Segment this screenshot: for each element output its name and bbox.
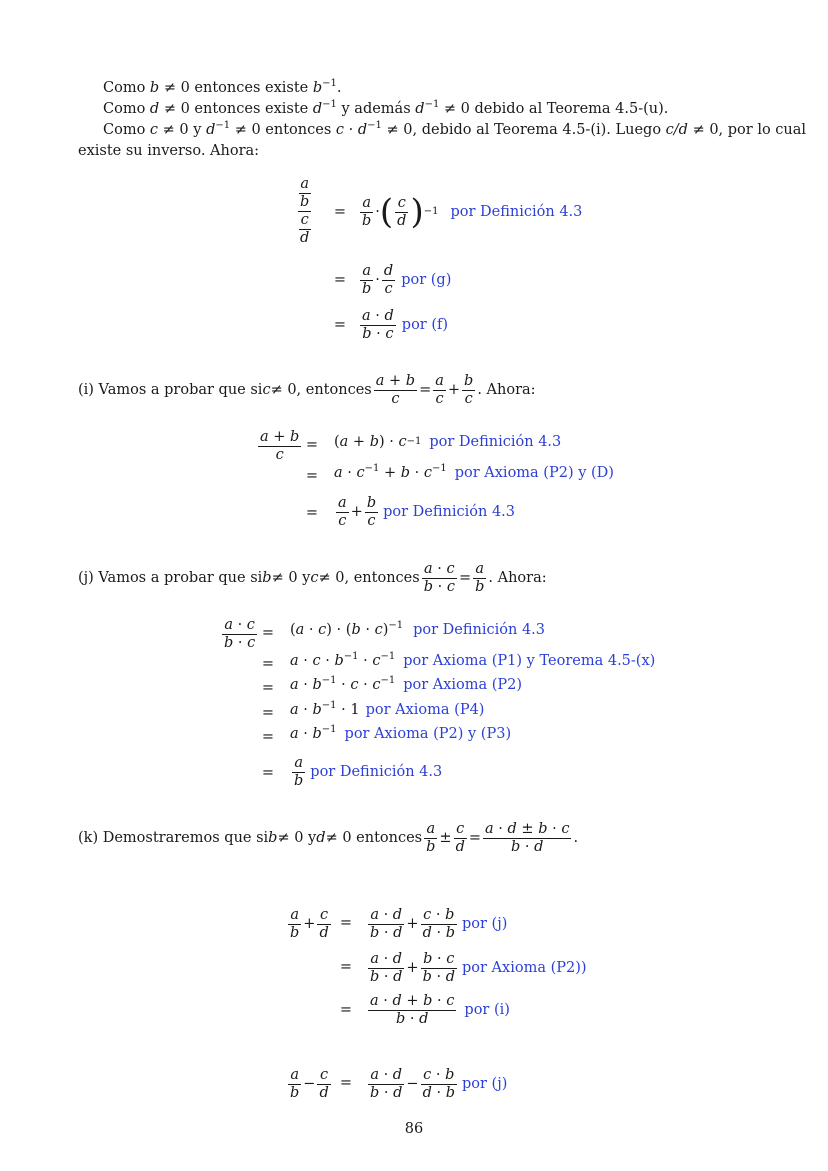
block-h-row-3: $\frac{a \cdot d}{b \cdot c}$ por (f) xyxy=(362,307,449,342)
reason: por Axioma (P4) xyxy=(365,702,485,718)
item-j-row-4: $a \cdot b^{-1} \cdot 1$ por Axioma (P4) xyxy=(290,700,485,718)
reason: por (j) xyxy=(462,916,508,932)
reason: por (j) xyxy=(462,1076,508,1092)
reason: por Axioma (P2)) xyxy=(462,960,587,976)
reason: por (g) xyxy=(401,272,452,288)
item-i-row-3: $\frac{a}{c}$ + $\frac{b}{c}$ por Definición 4.3 xyxy=(338,494,516,529)
equals-sign: = xyxy=(261,729,275,745)
item-k-lhs-diff: $\frac{a}{b}$ − $\frac{c}{d}$ xyxy=(290,1066,329,1101)
intro-line-4: existe su inverso. Ahora: xyxy=(78,143,260,159)
item-j-row-3: $a \cdot b^{-1} \cdot c \cdot c^{-1}$ por Axioma (P2) xyxy=(290,675,523,693)
reason: por Axioma (P2) y (D) xyxy=(454,465,614,481)
reason: por Axioma (P2) y (P3) xyxy=(344,726,512,742)
equals-sign: = xyxy=(333,204,347,220)
reason: por (f) xyxy=(401,317,449,333)
item-i-statement: (i) Vamos a probar que si c ≠ 0, entonces $\frac{a + b}{c}$ = $\frac{a}{c}$ + $\frac{b}{c}$ . Ahora: xyxy=(78,372,536,407)
equals-sign: = xyxy=(339,1075,353,1091)
equals-sign: = xyxy=(305,437,319,453)
intro-line-3: Como c ≠ 0 y $d^{-1} \ne 0$ entonces $c \cdot d^{-1} \ne 0$, debido al Teorema 4.5-(i). Luego c/d ≠ 0, por lo cual xyxy=(103,120,807,138)
item-j-row-5: $a \cdot b^{-1}$ por Axioma (P2) y (P3) xyxy=(290,724,512,742)
item-j-row-6: $\frac{a}{b}$ por Definición 4.3 xyxy=(294,754,443,789)
item-k-row-4: $\frac{a \cdot d}{b \cdot d}$ − $\frac{c \cdot b}{d \cdot b}$ por (j) xyxy=(370,1066,508,1101)
item-j-row-2: $a \cdot c \cdot b^{-1} \cdot c^{-1}$ por Axioma (P1) y Teorema 4.5-(x) xyxy=(290,651,656,669)
reason: por Definición 4.3 xyxy=(310,764,443,780)
reason: por Axioma (P2) xyxy=(403,677,523,693)
item-i-row-2: $a \cdot c^{-1} + b \cdot c^{-1}$ por Axioma (P2) y (D) xyxy=(334,463,614,481)
reason: por Definición 4.3 xyxy=(450,204,583,220)
intro-line-1: Como b ≠ 0 entonces existe $b^{-1}$. xyxy=(103,78,342,96)
equals-sign: = xyxy=(333,317,347,333)
equals-sign: = xyxy=(339,959,353,975)
item-i-lhs: $\frac{a + b}{c}$ xyxy=(260,428,300,463)
reason: por Definición 4.3 xyxy=(413,622,546,638)
compound-fraction: a b c d xyxy=(300,176,310,246)
equals-sign: = xyxy=(339,1002,353,1018)
equals-sign: = xyxy=(305,468,319,484)
reason: por (i) xyxy=(464,1002,510,1018)
block-h-row-2: $\frac{a}{b}$ · $\frac{d}{c}$ por (g) xyxy=(362,262,452,297)
block-h-row-1: $\frac{a}{b}$ · ( $\frac{c}{d}$ ) −1 por Definición 4.3 xyxy=(362,192,583,232)
equals-sign: = xyxy=(261,625,275,641)
item-k-row-2: $\frac{a \cdot d}{b \cdot d}$ + $\frac{b \cdot c}{b \cdot d}$ por Axioma (P2)) xyxy=(370,950,587,985)
equals-sign: = xyxy=(261,765,275,781)
equals-sign: = xyxy=(339,915,353,931)
page-number: 86 xyxy=(404,1121,424,1137)
item-j-row-1: $(a \cdot c) \cdot (b \cdot c)^{-1}$ por Definición 4.3 xyxy=(290,620,546,638)
item-k-statement: (k) Demostraremos que si b ≠ 0 y d ≠ 0 entonces $\frac{a}{b}$ ± $\frac{c}{d}$ = $\frac{a \cdot d \pm b \cdot c}{b \cdot d}$ . xyxy=(78,820,579,855)
equals-sign: = xyxy=(261,705,275,721)
item-k-row-1: $\frac{a \cdot d}{b \cdot d}$ + $\frac{c \cdot b}{d \cdot b}$ por (j) xyxy=(370,906,508,941)
item-k-row-3: $\frac{a \cdot d + b \cdot c}{b \cdot d}$ por (i) xyxy=(370,992,510,1027)
reason: por Axioma (P1) y Teorema 4.5-(x) xyxy=(403,653,656,669)
equals-sign: = xyxy=(305,505,319,521)
item-k-lhs-sum: $\frac{a}{b}$ + $\frac{c}{d}$ xyxy=(290,906,329,941)
reason: por Definición 4.3 xyxy=(429,434,562,450)
equals-sign: = xyxy=(333,272,347,288)
intro-line-2: Como d ≠ 0 entonces existe $d^{-1}$ y además $d^{-1} \ne 0$ debido al Teorema 4.5-(u). xyxy=(103,99,669,117)
equals-sign: = xyxy=(261,656,275,672)
item-j-lhs: $\frac{a \cdot c}{b \cdot c}$ xyxy=(224,616,256,651)
item-i-row-1: (a + b) · c −1 por Definición 4.3 xyxy=(334,434,562,450)
item-j-statement: (j) Vamos a probar que si b ≠ 0 y c ≠ 0, entonces $\frac{a \cdot c}{b \cdot c}$ = $\frac{a}{b}$ . Ahora: xyxy=(78,560,547,595)
reason: por Definición 4.3 xyxy=(383,504,516,520)
equals-sign: = xyxy=(261,680,275,696)
